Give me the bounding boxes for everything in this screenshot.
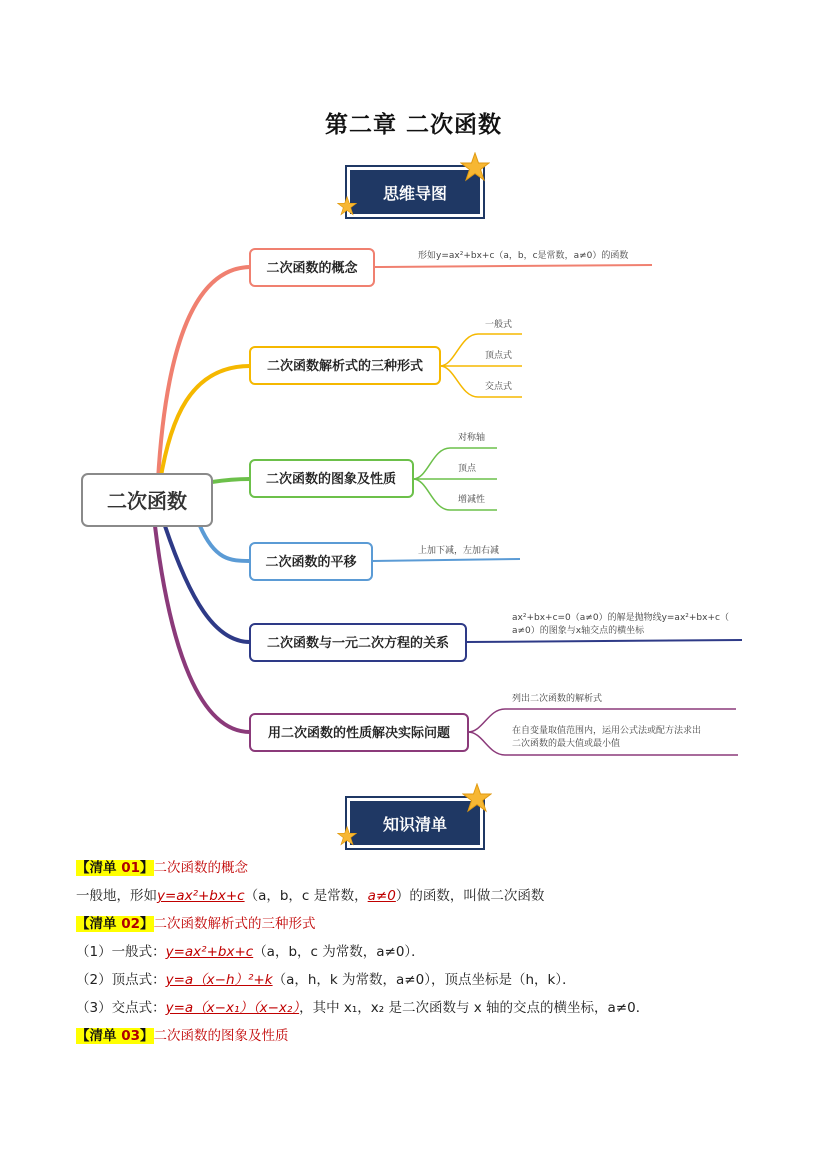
star-icon <box>337 826 357 846</box>
list-section-3-heading <box>76 1026 289 1046</box>
leaf-label: 增减性 <box>458 495 486 505</box>
leaf-label: 形如y=ax²+bx+c（a，b，c是常数，a≠0）的函数 <box>418 251 629 261</box>
leaf-line <box>413 448 497 479</box>
section-tag: 【清单 02】 <box>76 916 154 932</box>
formula: y=a（x−h）²+k <box>165 972 273 988</box>
branch-connector <box>158 267 250 480</box>
list-section-2-heading <box>76 914 316 934</box>
leaf-line <box>440 334 522 366</box>
condition: a≠0 <box>367 888 396 904</box>
leaf-label: 顶点式 <box>485 351 513 361</box>
branch-connector <box>160 366 250 482</box>
leaf-label: 对称轴 <box>458 433 486 443</box>
section-title: 二次函数的概念 <box>153 860 248 876</box>
page-title: 第二章 二次函数 <box>324 112 502 138</box>
leaf-label: 交点式 <box>485 382 513 392</box>
leaf-line <box>372 559 520 561</box>
leaf-label: 在自变量取值范围内，运用公式法或配方法求出 <box>512 726 702 736</box>
section-tag: 【清单 03】 <box>76 1028 154 1044</box>
general-form-line: （1）一般式：y=ax²+bx+c（a，b，c 为常数，a≠0）． <box>76 944 425 960</box>
leaf-label: 一般式 <box>485 320 513 330</box>
leaf-line <box>466 640 742 642</box>
formula: y=ax²+bx+c <box>157 888 245 904</box>
star-icon <box>462 783 492 813</box>
list-section-1-text: 一般地，形如y=ax²+bx+c（a，b，c 是常数，a≠0）的函数，叫做二次函数 <box>76 888 545 904</box>
leaf-label: ax²+bx+c=0（a≠0）的解是抛物线y=ax²+bx+c（ <box>512 613 729 623</box>
intercept-form-line: （3）交点式：y=a（x−x₁）（x−x₂），其中 x₁，x₂ 是二次函数与 x 轴的交点的横坐标，a≠0． <box>76 1000 650 1016</box>
branch-node-label: 二次函数的平移 <box>265 555 357 570</box>
root-node-label: 二次函数 <box>107 489 187 513</box>
formula: y=ax²+bx+c <box>165 944 254 960</box>
branch-node-label: 二次函数与一元二次方程的关系 <box>266 636 450 651</box>
leaf-label: a≠0）的图象与x轴交点的横坐标 <box>512 626 645 636</box>
branch-connector <box>200 526 250 561</box>
mindmap-banner-label: 思维导图 <box>382 183 447 203</box>
vertex-form-line: （2）顶点式：y=a（x−h）²+k（a，h，k 为常数，a≠0），顶点坐标是（h，k）． <box>76 972 576 988</box>
leaf-label: 顶点 <box>458 464 477 474</box>
knowledge-list-banner-label: 知识清单 <box>382 814 447 834</box>
section-title: 二次函数的图象及性质 <box>153 1028 289 1044</box>
branch-node-label: 二次函数的概念 <box>266 261 358 276</box>
section-title: 二次函数解析式的三种形式 <box>153 916 316 932</box>
branch-node-label: 二次函数的图象及性质 <box>265 472 397 487</box>
list-section-1-heading <box>76 858 248 878</box>
branch-connector <box>212 479 250 482</box>
formula: y=a（x−x₁）（x−x₂） <box>165 1000 300 1016</box>
branch-node-label: 二次函数解析式的三种形式 <box>266 359 424 374</box>
branch-node-label: 用二次函数的性质解决实际问题 <box>267 726 451 741</box>
section-tag: 【清单 01】 <box>76 860 154 876</box>
leaf-label: 列出二次函数的解析式 <box>512 694 603 704</box>
leaf-line <box>374 265 652 267</box>
branch-connector <box>155 526 250 732</box>
leaf-label: 上加下减，左加右减 <box>418 546 500 556</box>
leaf-label: 二次函数的最大值或最小值 <box>512 739 621 749</box>
